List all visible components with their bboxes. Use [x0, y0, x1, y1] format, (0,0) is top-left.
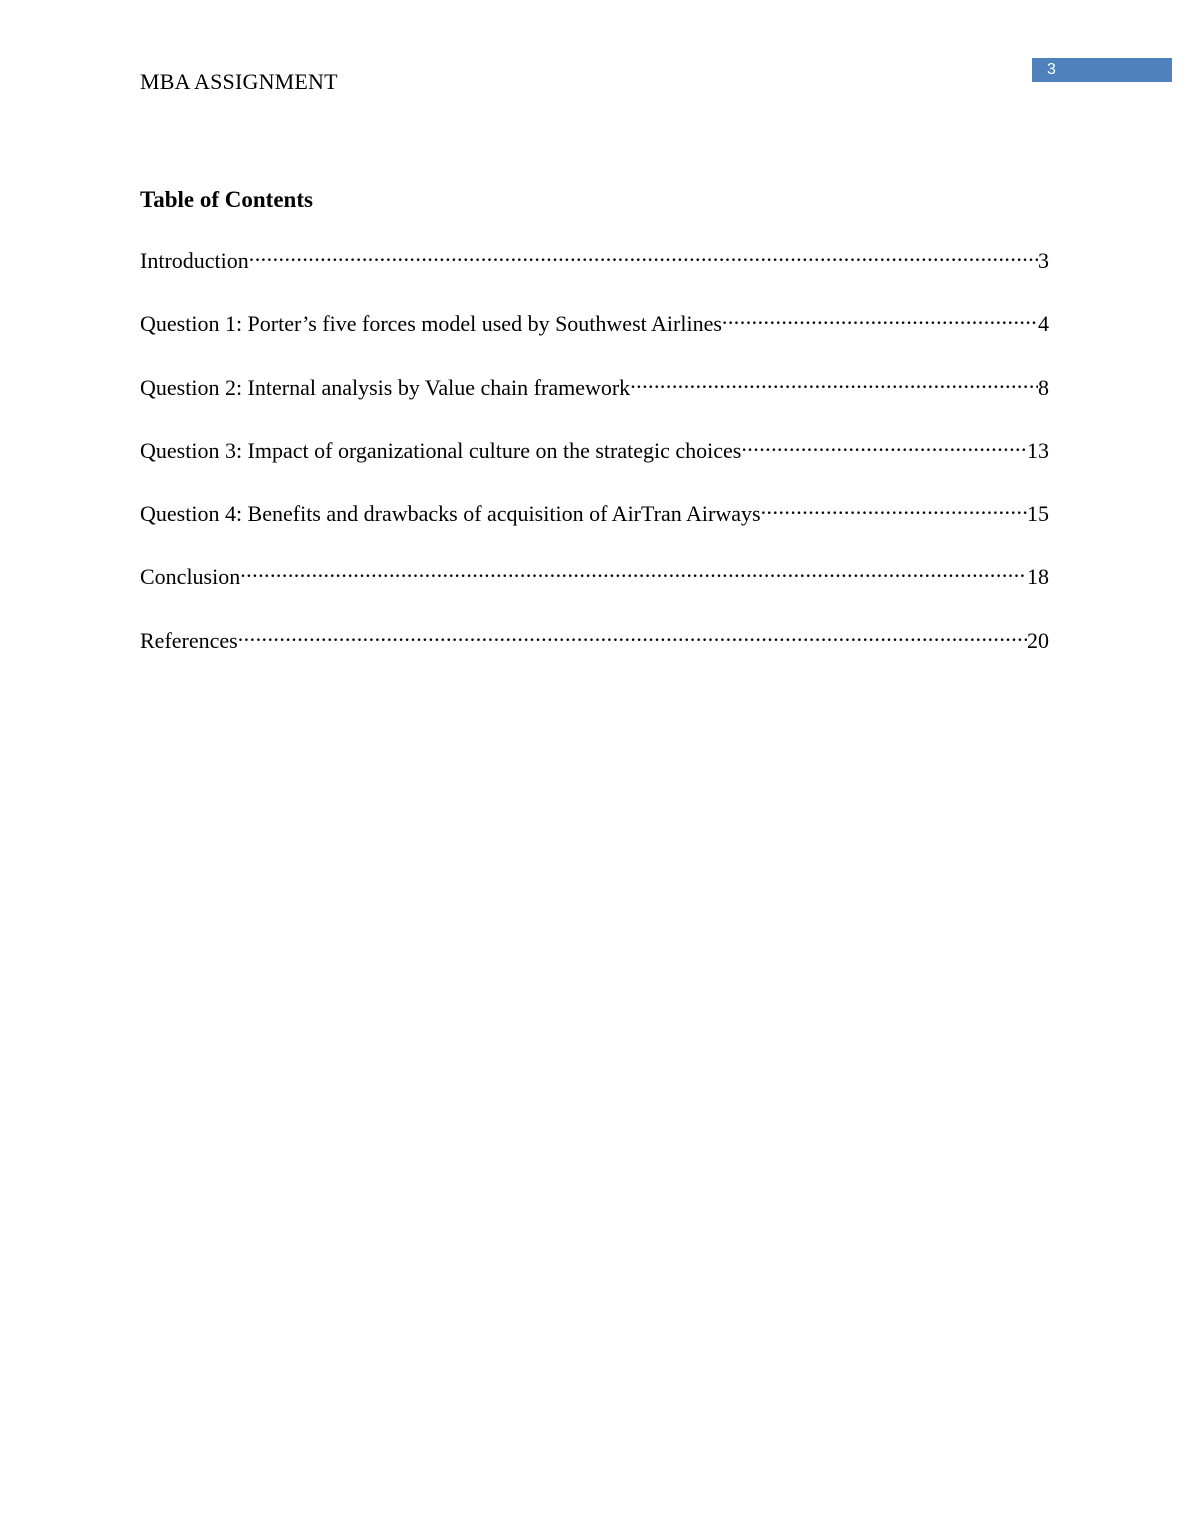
toc-entry-page: 4 [1038, 311, 1049, 337]
toc-dot-leader [249, 240, 1038, 268]
toc-entry-label: References [140, 627, 238, 653]
toc-entry-page: 3 [1038, 248, 1049, 273]
toc-list [140, 240, 1049, 683]
running-head: MBA ASSIGNMENT [140, 69, 338, 94]
toc-title: Table of Contents [140, 187, 313, 212]
toc-entry-page: 8 [1038, 374, 1049, 400]
toc-entry-page: 20 [1027, 627, 1049, 653]
toc-dot-leader [722, 303, 1038, 331]
toc-dot-leader [240, 556, 1027, 584]
page-number-badge [1032, 58, 1172, 82]
toc-entry-introduction[interactable] [140, 240, 1049, 303]
toc-entry-question-1[interactable] [140, 303, 1049, 366]
table-of-contents [140, 186, 1049, 683]
toc-entry-label: Question 3: Impact of organizational culture on the strategic choices [140, 437, 742, 463]
toc-entry-references[interactable] [140, 620, 1049, 683]
toc-dot-leader [630, 367, 1038, 395]
toc-entry-label: Conclusion [140, 564, 241, 590]
toc-entry-label: Question 4: Benefits and drawbacks of acquisition of AirTran Airways [140, 501, 761, 527]
toc-entry-label: Question 2: Internal analysis by Value chain framework [140, 374, 631, 400]
toc-entry-page: 18 [1027, 564, 1049, 590]
toc-entry-question-3[interactable] [140, 430, 1049, 493]
toc-entry-question-2[interactable] [140, 367, 1049, 430]
toc-entry-label: Question 1: Porter’s five forces model used by Southwest Airlines [140, 311, 722, 337]
toc-entry-conclusion[interactable] [140, 556, 1049, 619]
toc-dot-leader [741, 430, 1027, 458]
toc-entry-question-4[interactable] [140, 493, 1049, 556]
toc-entry-page: 15 [1027, 501, 1049, 527]
toc-entry-page: 13 [1027, 437, 1049, 463]
toc-dot-leader [761, 493, 1027, 521]
page-number: 3 [1047, 61, 1056, 78]
toc-dot-leader [238, 620, 1027, 648]
toc-entry-label: Introduction [140, 248, 249, 273]
